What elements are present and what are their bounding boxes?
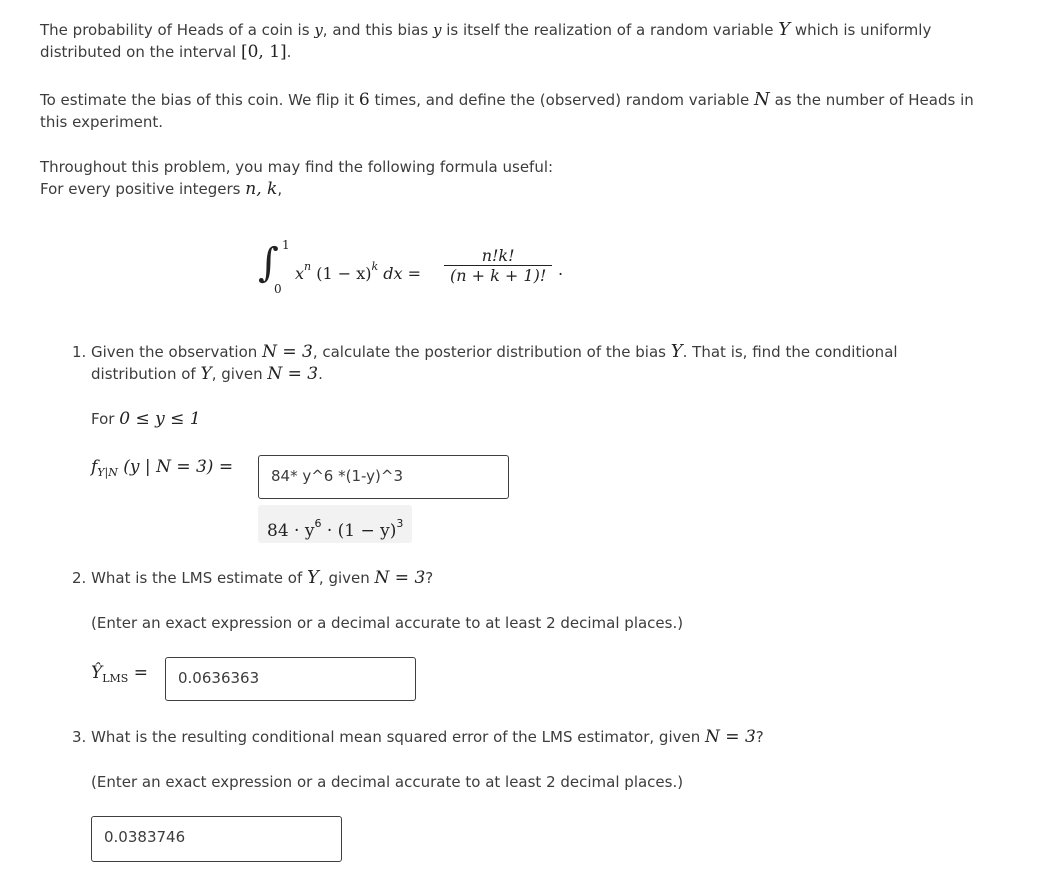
math-condition: N = 3 bbox=[262, 342, 313, 362]
preview-exponent: 6 bbox=[314, 517, 322, 530]
for-label: For bbox=[91, 410, 115, 428]
posterior-answer-input[interactable]: 84* y^6 *(1-y)^3 bbox=[258, 455, 509, 499]
integrand-dx: dx = bbox=[383, 264, 422, 283]
math-condition: N = 3 bbox=[267, 364, 319, 384]
lms-estimate-input[interactable]: 0.0636363 bbox=[165, 657, 416, 701]
q2-lhs-expression bbox=[91, 660, 148, 692]
question-1 bbox=[72, 341, 972, 385]
math-interval: [0, 1] bbox=[240, 42, 287, 62]
math-subscript: LMS bbox=[102, 672, 129, 685]
question-text: . bbox=[318, 365, 323, 383]
intro-text: , bbox=[277, 180, 283, 198]
math-Y-hat: Ŷ bbox=[91, 663, 103, 683]
q1-domain-label bbox=[91, 408, 201, 430]
exponent-n: n bbox=[304, 260, 312, 273]
intro-text: The probability of Heads of a coin is bbox=[40, 21, 310, 39]
formula-period: . bbox=[558, 260, 564, 279]
fraction-numerator: n!k! bbox=[481, 246, 515, 265]
intro-text: For every positive integers bbox=[40, 180, 241, 198]
question-text: ? bbox=[425, 569, 434, 587]
fraction-denominator: (n + k + 1)! bbox=[444, 265, 552, 285]
intro-paragraph-1 bbox=[40, 19, 1000, 63]
integrand-x: x bbox=[295, 264, 305, 283]
preview-part: 84 · y bbox=[267, 521, 315, 541]
math-var-Y: Y bbox=[778, 19, 791, 40]
math-var-y: y bbox=[432, 21, 442, 39]
q3-instruction-note: (Enter an exact expression or a decimal accurate to at least 2 decimal places.) bbox=[91, 773, 684, 791]
math-f: f bbox=[91, 457, 98, 477]
math-var-N: N bbox=[754, 89, 770, 110]
exponent-k: k bbox=[371, 260, 379, 273]
math-var-Y: Y bbox=[670, 341, 683, 362]
q2-instruction-note: (Enter an exact expression or a decimal accurate to at least 2 decimal places.) bbox=[91, 614, 684, 632]
question-3 bbox=[72, 726, 764, 748]
integral-upper-limit: 1 bbox=[282, 238, 290, 252]
question-text: , calculate the posterior distribution of the bias bbox=[312, 343, 666, 361]
intro-text: To estimate the bias of this coin. We flip it bbox=[40, 91, 355, 109]
question-number: 2. bbox=[72, 569, 87, 587]
math-range: 0 ≤ y ≤ 1 bbox=[119, 409, 201, 429]
question-text: What is the resulting conditional mean squared error of the LMS estimator, given bbox=[91, 728, 701, 746]
posterior-math-preview bbox=[258, 505, 412, 543]
intro-text: . bbox=[286, 43, 292, 61]
question-text: , given bbox=[211, 365, 263, 383]
preview-part: · (1 − y) bbox=[321, 521, 397, 541]
question-number: 1. bbox=[72, 343, 87, 361]
math-condition: N = 3 bbox=[705, 727, 756, 747]
math-equals: = bbox=[133, 663, 148, 683]
preview-exponent: 3 bbox=[396, 517, 404, 530]
math-vars: n, k bbox=[245, 179, 278, 199]
question-text: ? bbox=[755, 728, 764, 746]
beta-integral-formula bbox=[258, 238, 578, 304]
integral-lower-limit: 0 bbox=[274, 282, 282, 296]
intro-text: Throughout this problem, you may find the following formula useful: bbox=[40, 158, 554, 176]
intro-text: times, and define the (observed) random variable bbox=[374, 91, 750, 109]
question-2 bbox=[72, 567, 433, 589]
question-text: , given bbox=[318, 569, 370, 587]
question-text: Given the observation bbox=[91, 343, 258, 361]
q1-lhs-expression bbox=[91, 454, 233, 486]
math-subscript: Y|N bbox=[97, 466, 118, 479]
question-text: . That is, find the conditional distribution of bbox=[91, 343, 898, 383]
integrand-paren: (1 − x) bbox=[316, 264, 372, 283]
integral-sign: ∫ bbox=[258, 240, 279, 286]
intro-text: , and this bias bbox=[322, 21, 429, 39]
math-var-Y: Y bbox=[307, 567, 319, 588]
math-rest: (y | N = 3) = bbox=[123, 457, 234, 477]
intro-text: is itself the realization of a random variable bbox=[446, 21, 774, 39]
math-var-y: y bbox=[314, 21, 323, 39]
intro-paragraph-3 bbox=[40, 156, 1000, 200]
question-text: What is the LMS estimate of bbox=[91, 569, 303, 587]
intro-text: which is uniformly distributed on the interval bbox=[40, 21, 932, 61]
math-number: 6 bbox=[358, 90, 370, 110]
mse-answer-input[interactable]: 0.0383746 bbox=[91, 816, 342, 862]
intro-paragraph-2 bbox=[40, 89, 1000, 133]
math-condition: N = 3 bbox=[374, 568, 426, 588]
question-number: 3. bbox=[72, 728, 87, 746]
math-var-Y: Y bbox=[200, 364, 212, 384]
intro-text: as the number of Heads in this experiment. bbox=[40, 91, 974, 131]
